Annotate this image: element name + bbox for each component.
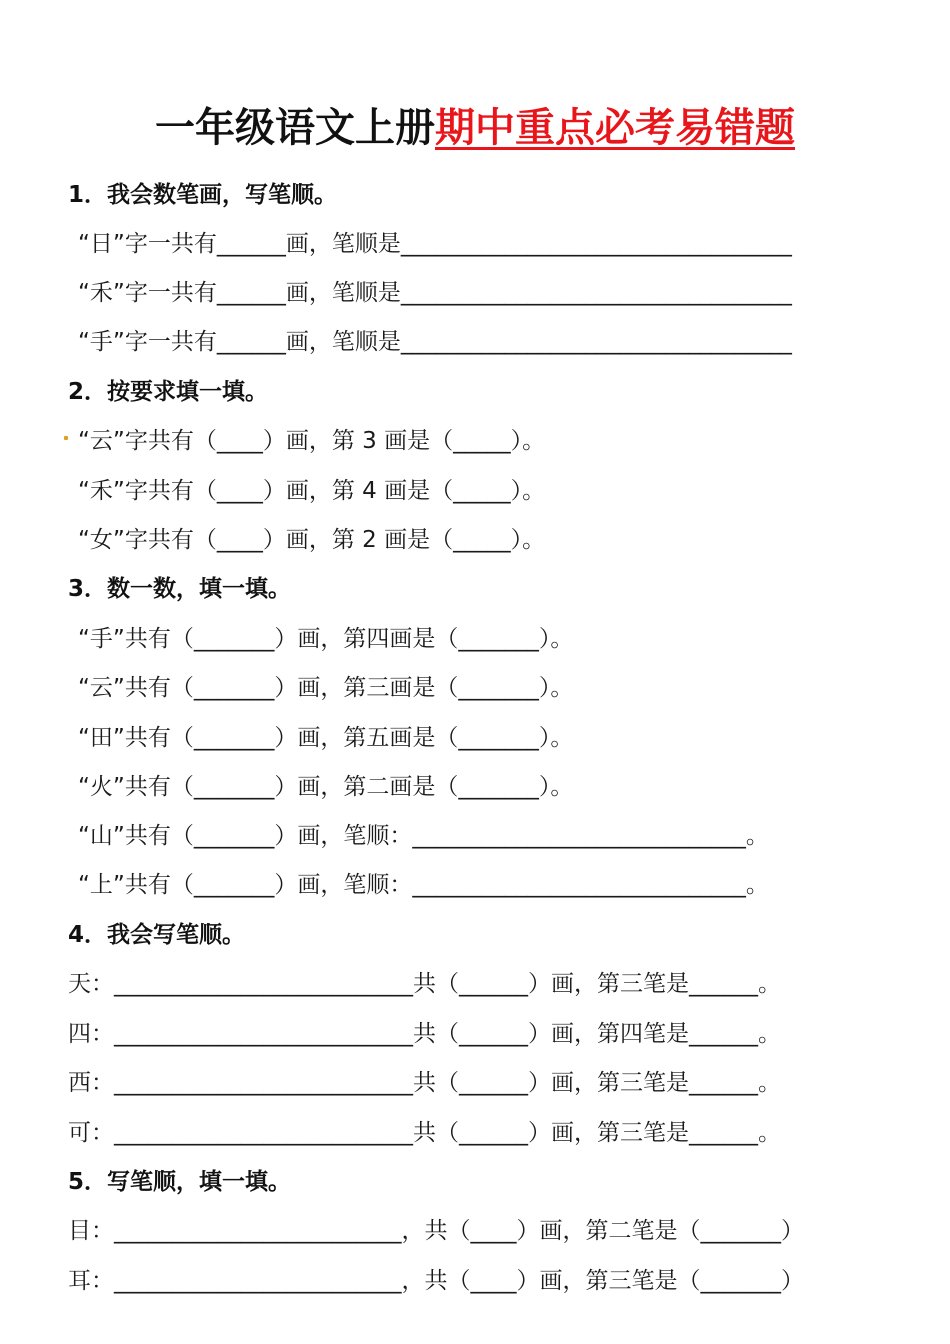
page-title <box>0 102 950 154</box>
section-4-heading: 4．我会写笔顺。 <box>68 922 246 948</box>
section-2-heading: 2．按要求填一填。 <box>68 379 269 405</box>
question-line: “上”共有（_______）画，笔顺：_____________________________。 <box>78 872 769 898</box>
question-line: “手”共有（_______）画，第四画是（_______）。 <box>78 626 574 652</box>
question-line: “田”共有（_______）画，第五画是（_______）。 <box>78 725 574 751</box>
bullet-dot <box>64 436 68 440</box>
question-line: “山”共有（_______）画，笔顺：_____________________________。 <box>78 823 769 849</box>
section-3-heading: 3．数一数，填一填。 <box>68 576 292 602</box>
question-line: 耳：_________________________，共（____）画，第三笔是（_______） <box>68 1268 804 1294</box>
question-line: 目：_________________________，共（____）画，第二笔是（_______） <box>68 1218 804 1244</box>
question-line: “女”字共有（____）画，第 2 画是（_____）。 <box>78 527 546 553</box>
section-1-heading: 1．我会数笔画，写笔顺。 <box>68 182 338 208</box>
question-line: “禾”字共有（____）画，第 4 画是（_____）。 <box>78 478 546 504</box>
title-black-part: 一年级语文上册 <box>155 105 435 151</box>
question-line: 西：__________________________共（______）画，第三笔是______。 <box>68 1070 781 1096</box>
question-line: “手”字一共有______画，笔顺是__________________________________ <box>78 329 792 355</box>
question-line: “云”共有（_______）画，第三画是（_______）。 <box>78 675 574 701</box>
section-5-heading: 5．写笔顺，填一填。 <box>68 1169 292 1195</box>
question-line: “云”字共有（____）画，第 3 画是（_____）。 <box>78 428 546 454</box>
title-red-part: 期中重点必考易错题 <box>435 105 795 151</box>
question-line: “禾”字一共有______画，笔顺是__________________________________ <box>78 280 792 306</box>
question-line: “日”字一共有______画，笔顺是__________________________________ <box>78 231 792 257</box>
question-line: “火”共有（_______）画，第二画是（_______）。 <box>78 774 574 800</box>
question-line: 可：__________________________共（______）画，第三笔是______。 <box>68 1120 781 1146</box>
question-line: 天：__________________________共（______）画，第三笔是______。 <box>68 971 781 997</box>
question-line: 四：__________________________共（______）画，第四笔是______。 <box>68 1021 781 1047</box>
